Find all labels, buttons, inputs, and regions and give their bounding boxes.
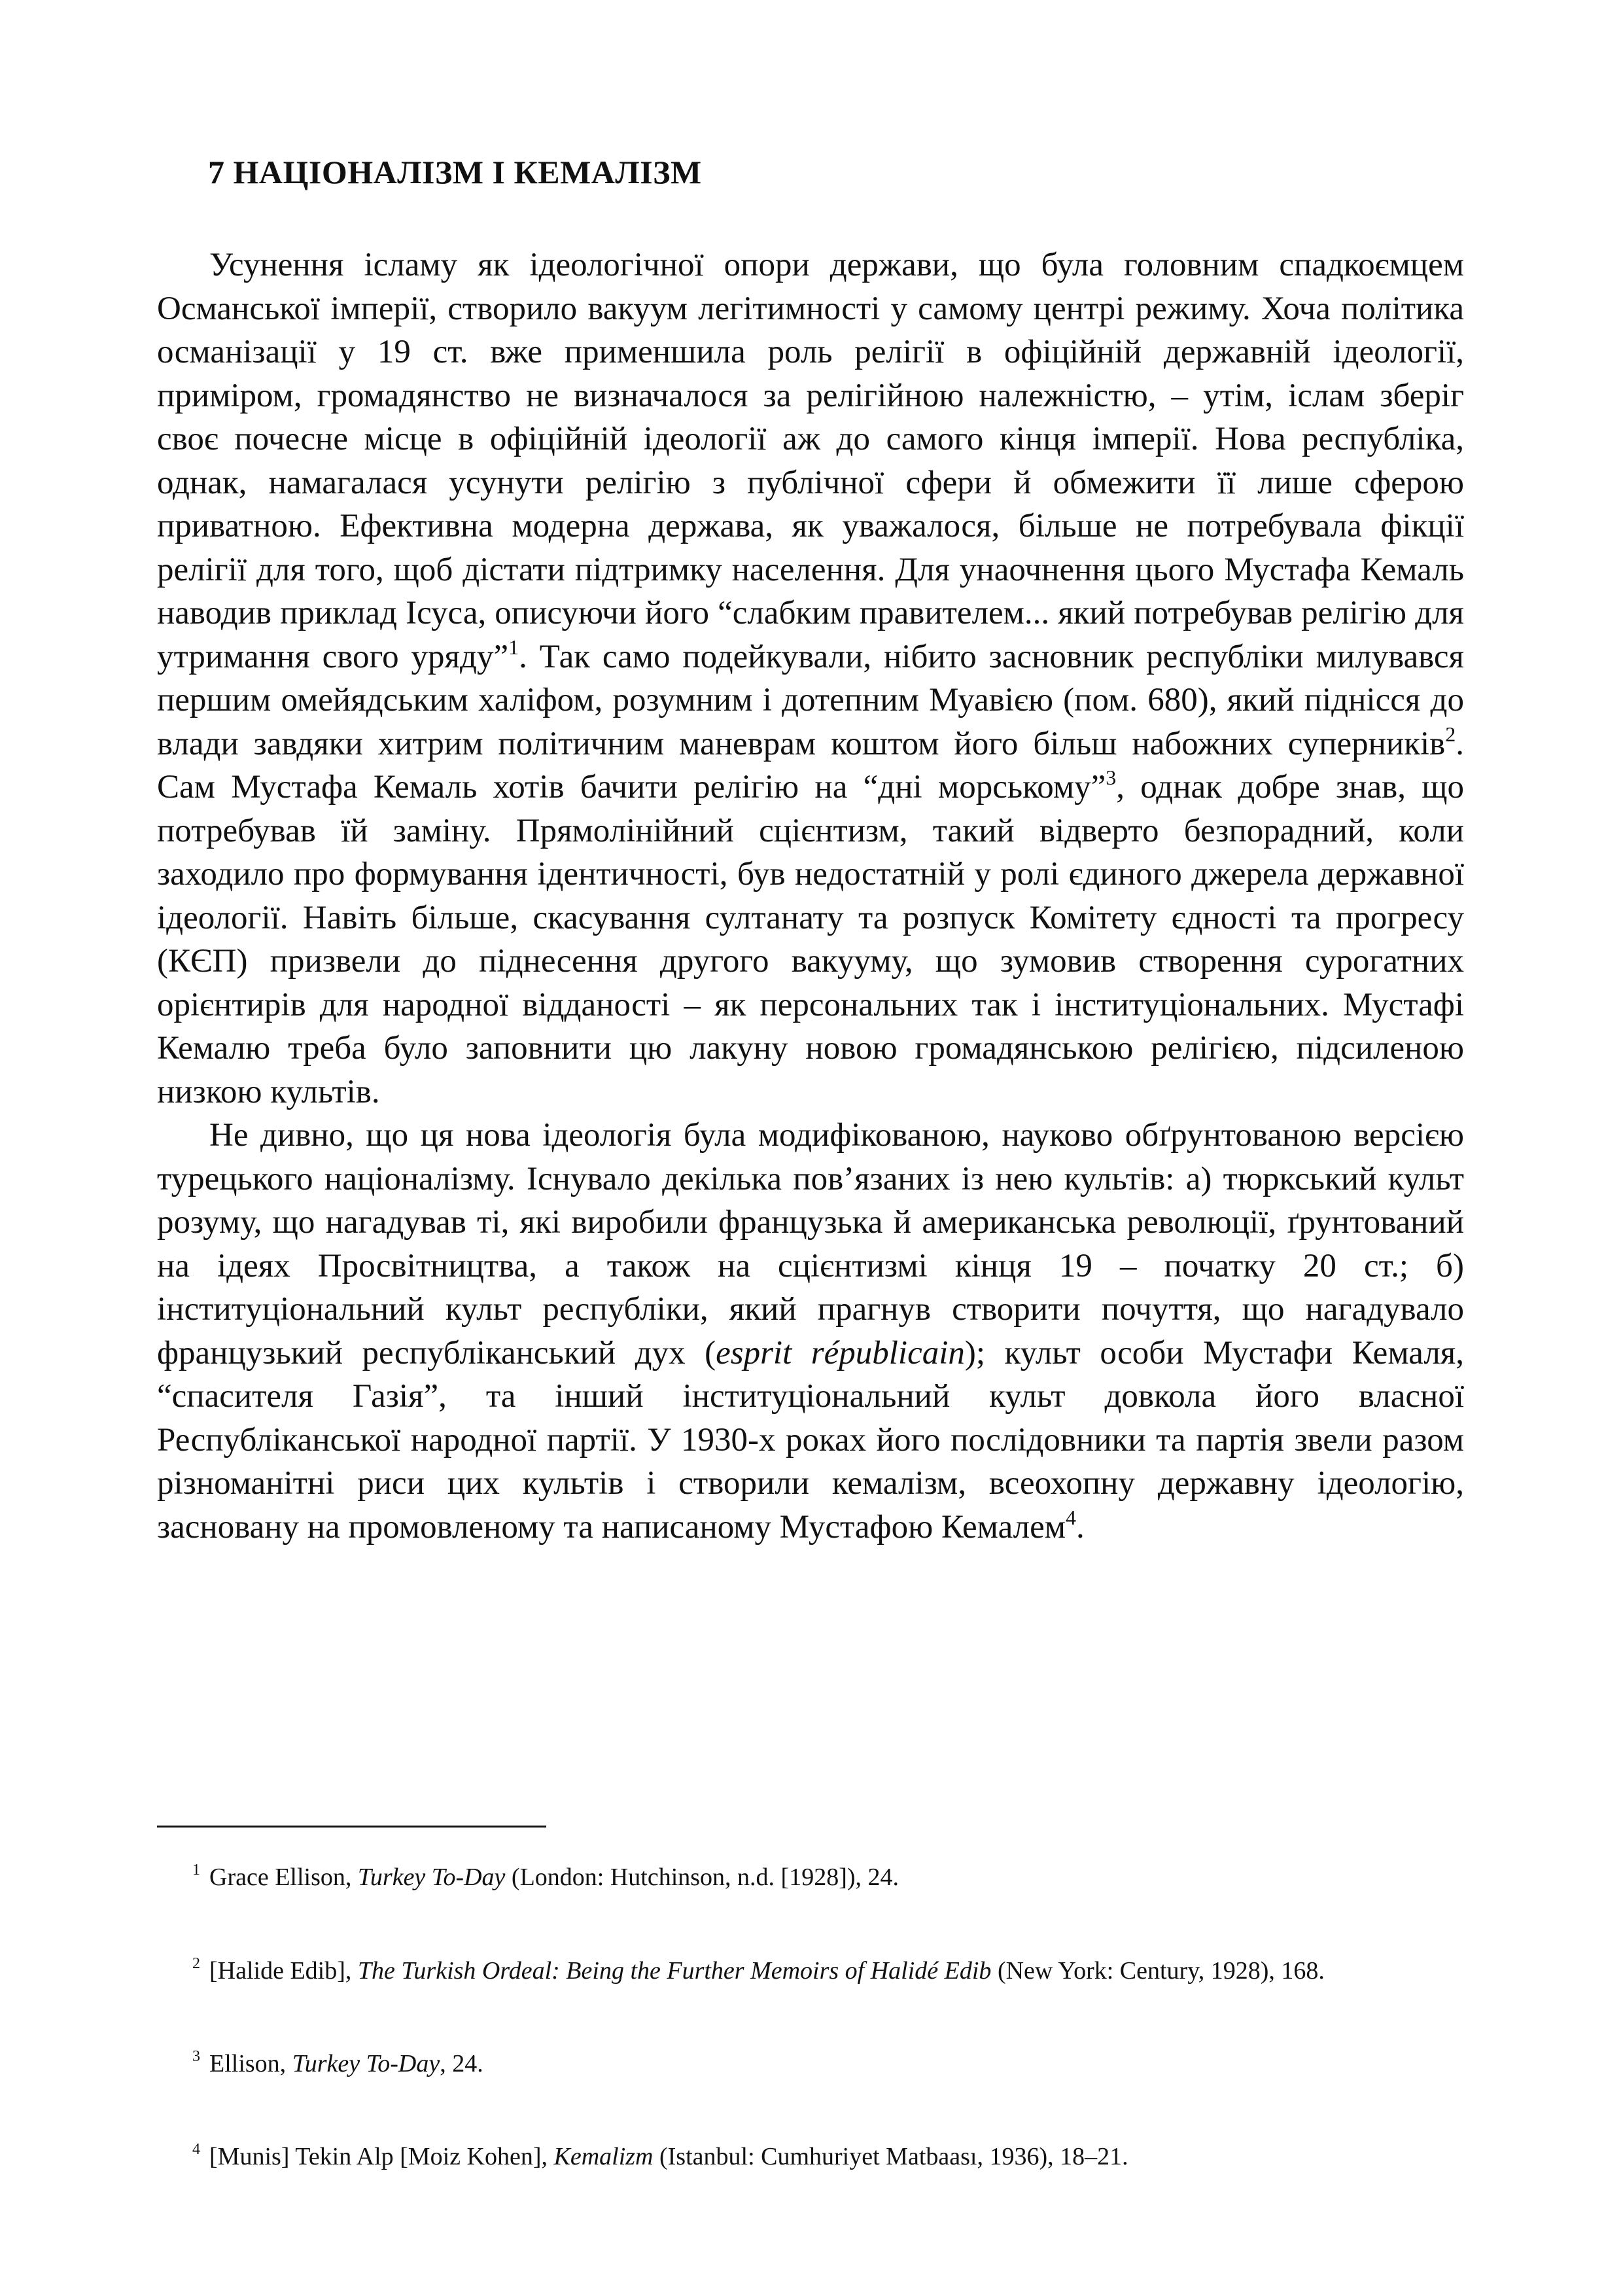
paragraph-2: Не дивно, що ця нова ідеологія була модифікованою, науково обґрунтованою версією турецького націоналізму. Існувало декілька пов’язаних із нею культів: а) тюркський культ розуму, що нагадував ті, які виробили французька й американська революції, ґрунтований на ідеях Просвітництва, а також на сцієнтизмі кінця 19 – початку 20 ст.; б) інституціональний культ республіки, який прагнув створити почуття, що нагадувало французький республіканський дух (esprit républicain); культ особи Мустафи Кемаля, “спасителя Газія”, та інший інституціональний культ довкола його власної Республіканської народної партії. У 1930-х роках його послідовники та партія звели разом різноманітні риси цих культів і створили кемалізм, всеохопну державну ідеологію, засновану на промовленому та написаному Мустафою Кемалем$^4$. xyxy=(157,1117,1464,1545)
chapter-heading: 7 НАЦІОНАЛІЗМ І КЕМАЛІЗМ xyxy=(208,154,702,190)
footnote-2 xyxy=(192,1955,1325,1987)
italic-text: esprit républicain xyxy=(716,1334,965,1371)
footnote-ref: 2 xyxy=(1445,722,1456,746)
italic-text: The Turkish Ordeal: Being the Further Memoirs of Halidé Edib xyxy=(357,1957,992,1985)
footnote-ref: 4 xyxy=(1066,1505,1077,1529)
italic-text: Turkey To-Day xyxy=(357,1863,506,1891)
footnote-ref: 3 xyxy=(1106,766,1117,789)
footnote-number: 2 xyxy=(192,1955,200,1972)
footnote-text: [Munis] Tekin Alp [Moiz Kohen], Kemalizm (Istanbul: Cumhuriyet Matbaası, 1936), 18–21. xyxy=(209,2143,1128,2170)
footnote-1 xyxy=(192,1862,899,1893)
footnote-text: Grace Ellison, Turkey To-Day (London: Hutchinson, n.d. [1928]), 24. xyxy=(209,1863,899,1891)
footnote-separator xyxy=(157,1826,546,1828)
footnote-ref: 1 xyxy=(508,635,519,659)
italic-text: Kemalizm xyxy=(553,2143,654,2170)
body-text xyxy=(157,243,1464,1549)
footnote-4 xyxy=(192,2141,1128,2172)
footnote-number: 3 xyxy=(192,2048,200,2065)
footnote-number: 4 xyxy=(192,2141,200,2158)
footnote-number: 1 xyxy=(192,1862,200,1879)
italic-text: Turkey To-Day xyxy=(292,2050,440,2077)
paragraph-1: Усунення ісламу як ідеологічної опори держави, що була головним спадкоємцем Османської імперії, створило вакуум легітимності у самому центрі режиму. Хоча політика османізації у 19 ст. вже применшила роль релігії в офіційній державній ідеології, приміром, громадянство не визначалося за релігійною належністю, – утім, іслам зберіг своє почесне місце в офіційній ідеології аж до самого кінця імперії. Нова республіка, однак, намагалася усунути релігію з публічної сфери й обмежити її лише сферою приватною. Ефективна модерна держава, як уважалося, більше не потребувала фікції релігії для того, щоб дістати підтримку населення. Для унаочнення цього Мустафа Кемаль наводив приклад Ісуса, описуючи його “слабким правителем... який потребував релігію для утримання свого уряду”$^1$. Так само подейкували, нібито засновник республіки милувався першим омейядським халіфом, розумним і дотепним Муавією (пом. 680), який піднісся до влади завдяки хитрим політичним маневрам коштом його більш набожних суперників$^2$. Сам Мустафа Кемаль хотів бачити релігію на “дні морському”$^3$, однак добре знав, що потребував їй заміну. Прямолінійний сцієнтизм, такий відверто безпорадний, коли заходило про формування ідентичності, був недостатній у ролі єдиного джерела державної ідеології. Навіть більше, скасування султанату та розпуск Комітету єдності та прогресу (КЄП) призвели до піднесення другого вакууму, що зумовив створення сурогатних орієнтирів для народної відданості – як персональних так і інституціональних. Мустафі Кемалю треба було заповнити цю лакуну новою громадянською релігією, підсиленою низкою культів. xyxy=(157,247,1464,1110)
footnote-3 xyxy=(192,2048,483,2079)
footnote-text: [Halide Edib], The Turkish Ordeal: Being the Further Memoirs of Halidé Edib (New York: Century, 1928), 168. xyxy=(209,1957,1325,1985)
footnote-text: Ellison, Turkey To-Day, 24. xyxy=(209,2050,483,2077)
